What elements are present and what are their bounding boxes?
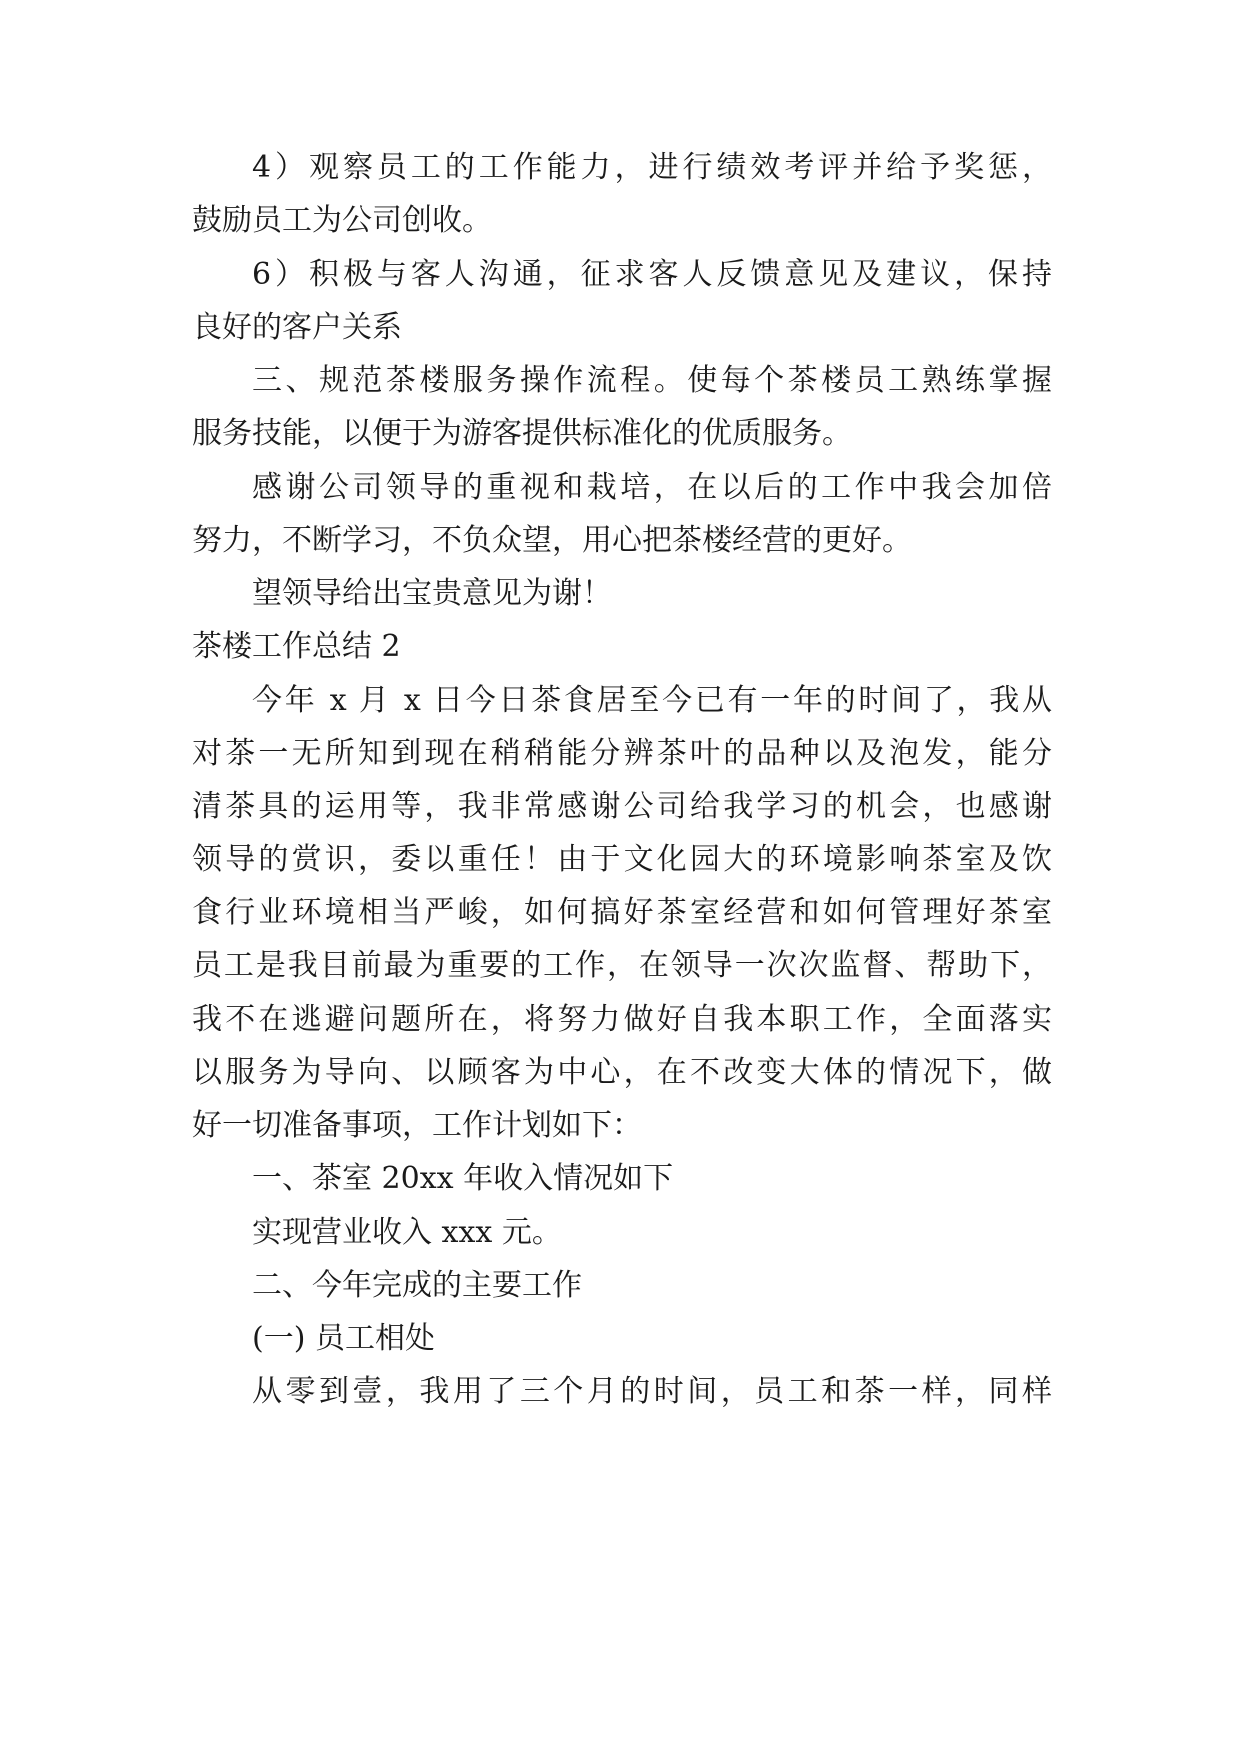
paragraph-line: 6）积极与客人沟通，征求客人反馈意见及建议，保持 (252, 257, 1052, 292)
paragraph-line: 领导的赏识，委以重任！由于文化园大的环境影响茶室及饮 (192, 842, 1052, 877)
section-heading: 茶楼工作总结 2 (192, 629, 401, 664)
paragraph-line: 今年 x 月 x 日今日茶食居至今已有一年的时间了，我从 (252, 683, 1052, 718)
paragraph-line: 望领导给出宝贵意见为谢！ (252, 576, 612, 611)
paragraph-line: 食行业环境相当严峻，如何搞好茶室经营和如何管理好茶室 (192, 895, 1052, 930)
paragraph-line: 二、今年完成的主要工作 (252, 1268, 582, 1303)
paragraph-line: 三、规范茶楼服务操作流程。使每个茶楼员工熟练掌握 (252, 363, 1052, 398)
paragraph-line: 努力，不断学习，不负众望，用心把茶楼经营的更好。 (192, 523, 912, 558)
paragraph-line: 服务技能，以便于为游客提供标准化的优质服务。 (192, 416, 852, 451)
paragraph-line: 从零到壹，我用了三个月的时间，员工和茶一样，同样 (252, 1374, 1052, 1409)
paragraph-line: 我不在逃避问题所在，将努力做好自我本职工作，全面落实 (192, 1002, 1052, 1037)
paragraph-line: 感谢公司领导的重视和栽培，在以后的工作中我会加倍 (252, 470, 1052, 505)
paragraph-line: 对茶一无所知到现在稍稍能分辨茶叶的品种以及泡发，能分 (192, 736, 1052, 771)
paragraph-line: 一、茶室 20xx 年收入情况如下 (252, 1161, 674, 1196)
paragraph-line: 清茶具的运用等，我非常感谢公司给我学习的机会，也感谢 (192, 789, 1052, 824)
paragraph-line: 实现营业收入 xxx 元。 (252, 1215, 562, 1250)
paragraph-line: (一) 员工相处 (252, 1321, 435, 1356)
paragraph-line: 以服务为导向、以顾客为中心，在不改变大体的情况下，做 (192, 1055, 1052, 1090)
paragraph-line: 4）观察员工的工作能力，进行绩效考评并给予奖惩， (252, 150, 1052, 185)
paragraph-line: 好一切准备事项，工作计划如下： (192, 1108, 642, 1143)
paragraph-line: 鼓励员工为公司创收。 (192, 203, 492, 238)
paragraph-line: 员工是我目前最为重要的工作，在领导一次次监督、帮助下， (192, 948, 1052, 983)
paragraph-line: 良好的客户关系 (192, 310, 402, 345)
